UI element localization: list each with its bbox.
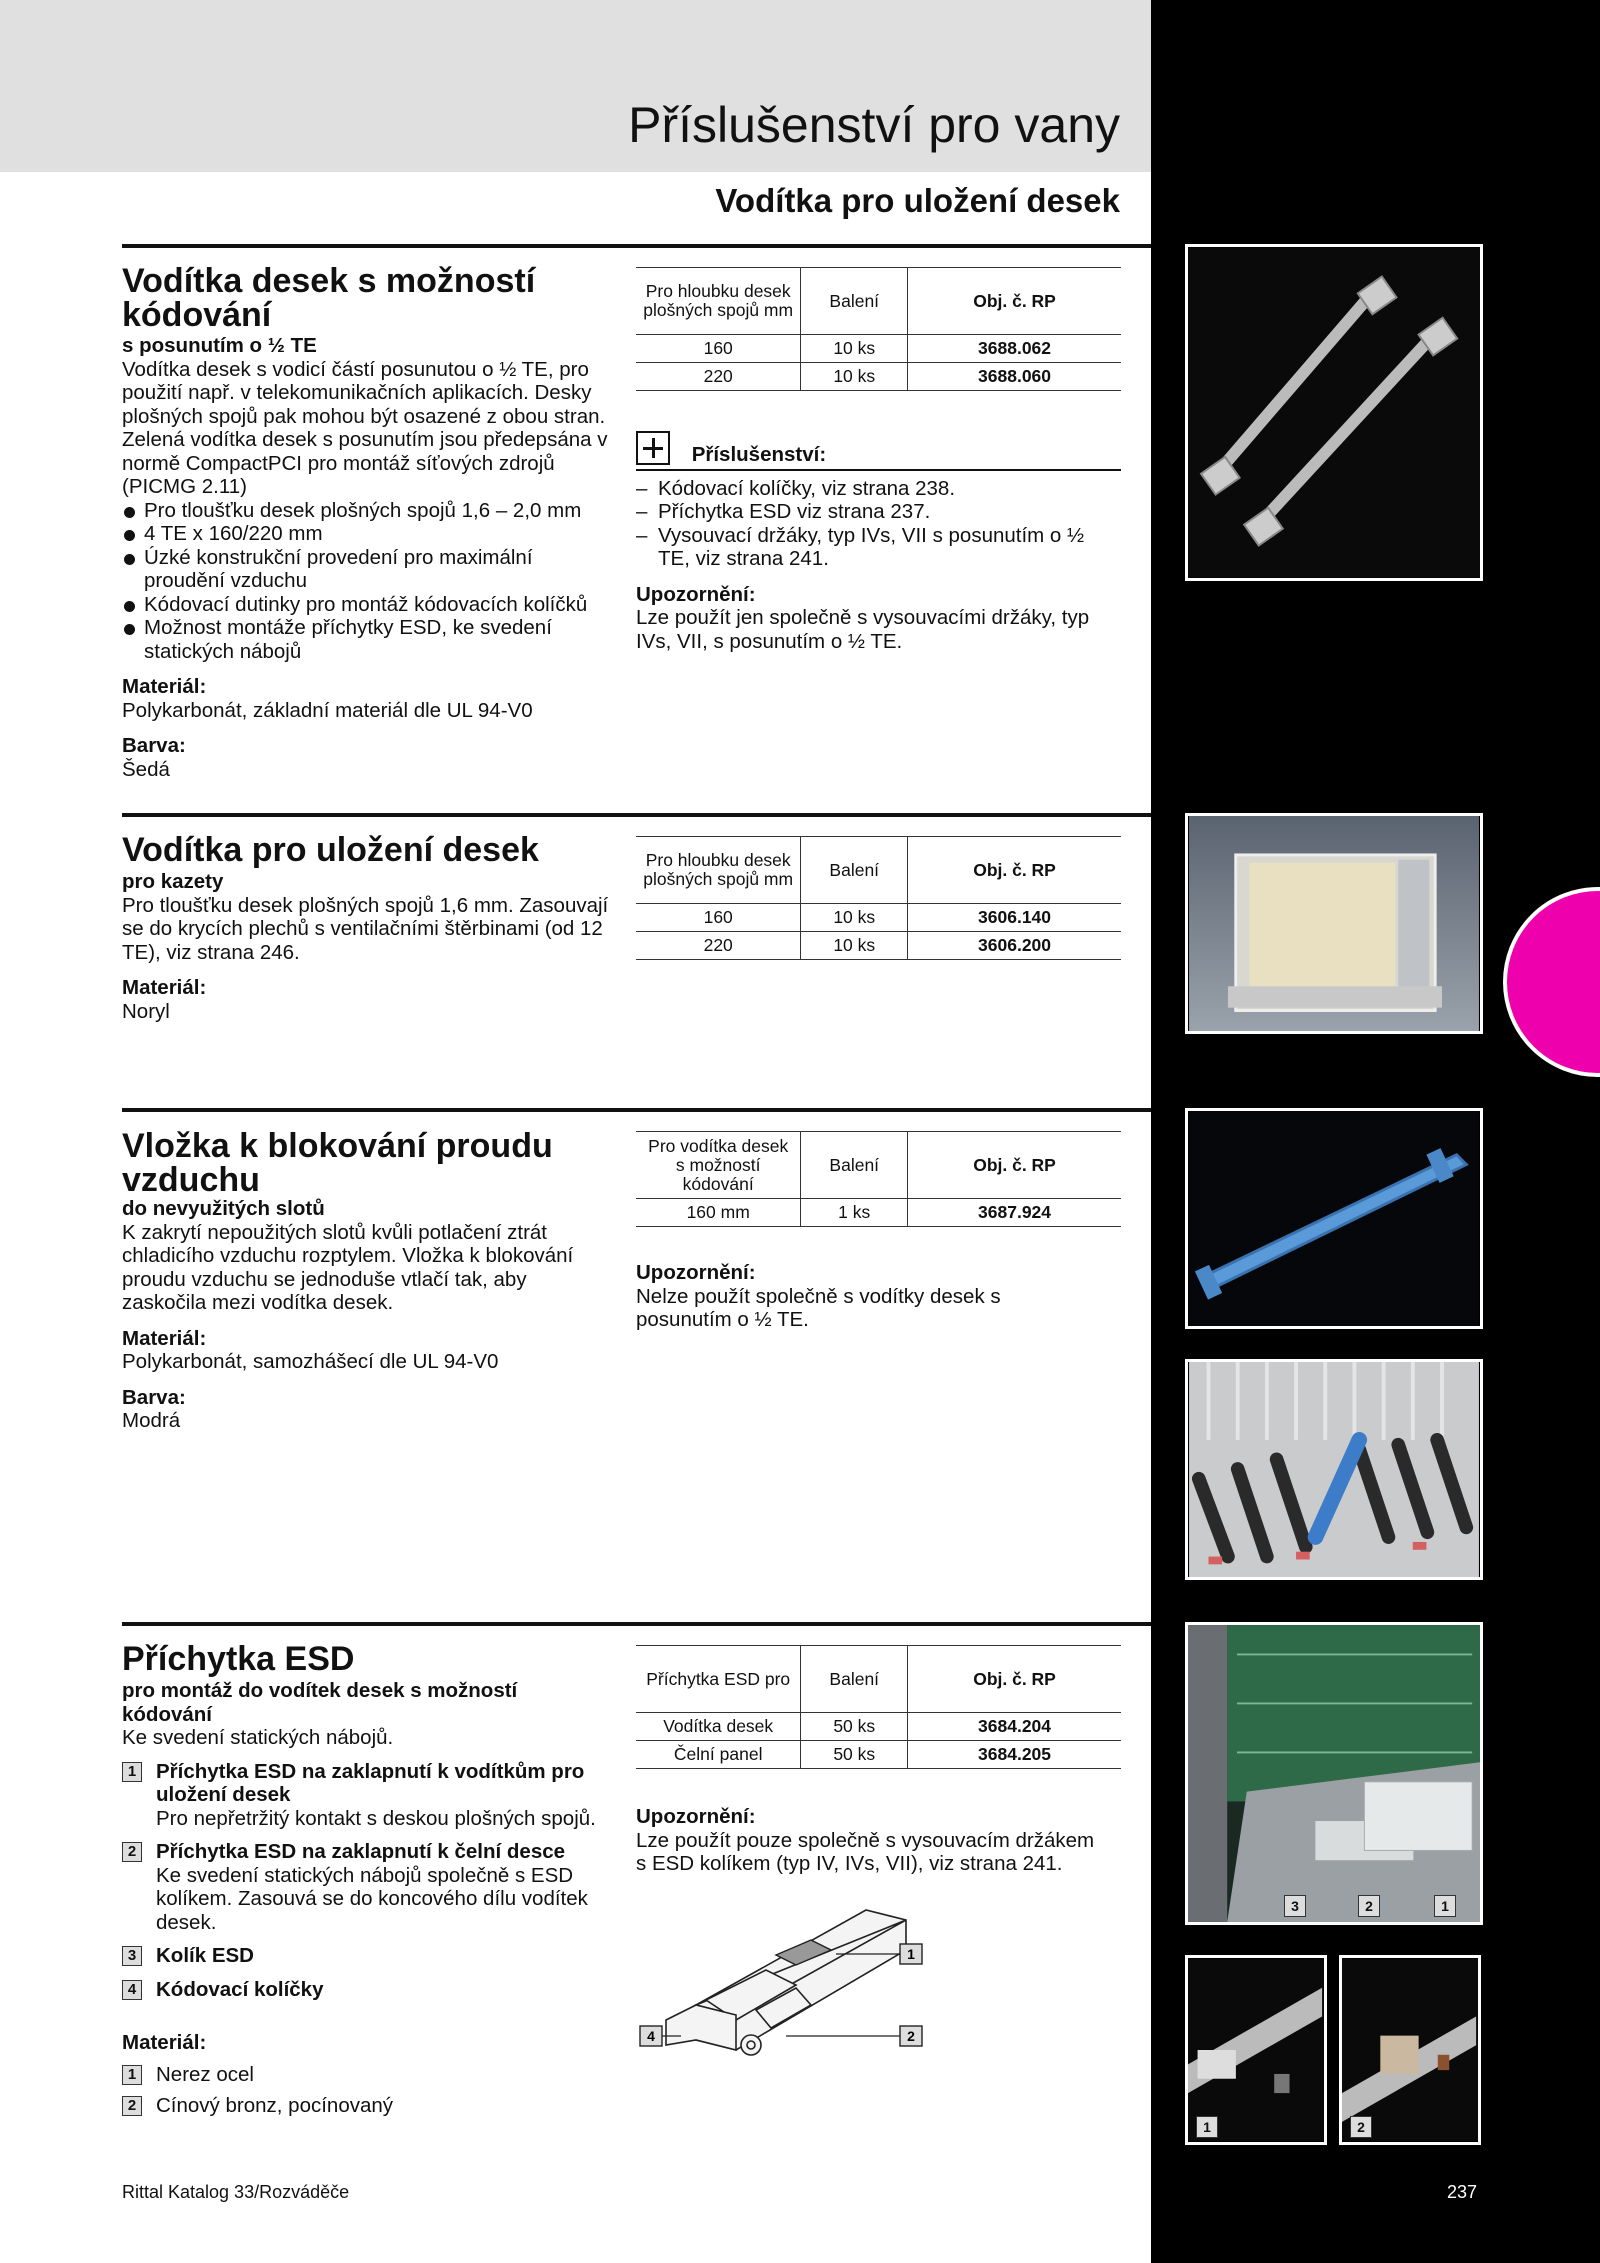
item-title: Kódovací kolíčky: [156, 1977, 324, 2001]
section3-color: Modrá: [122, 1409, 181, 1432]
photo-badge-1: 1: [1196, 2116, 1218, 2138]
item-text: Ke svedení statických nábojů společně s ESD kolíkem. Zasouvá se do koncového dílu vodítek desek.: [156, 1863, 588, 1934]
table-cell: Čelní panel: [636, 1741, 801, 1769]
section1-desc: Vodítka desek s vodicí částí posunutou o ½ TE, pro použití např. v telekomunikačních aplikacích. Desky plošných spojů pak mohou být osazené z obou stran. Zelená vodítka desek s posunutím jsou předepsána v normě CompactPCI pro montáž síťových zdrojů (PICMG 2.11): [122, 357, 608, 498]
section4-sub: pro montáž do vodítek desek s možností kódování: [122, 1679, 518, 1726]
table-cell: 10 ks: [801, 904, 908, 932]
section1-bullets: [122, 499, 612, 664]
section4-desc: Ke svedení statických nábojů.: [122, 1726, 394, 1749]
section4-note-label: Upozornění:: [636, 1805, 756, 1828]
esd-install-photo: [1185, 1622, 1483, 1925]
table-cell: 10 ks: [801, 363, 908, 391]
section1-heading: Vodítka desek s možností kódování: [122, 262, 536, 334]
numbered-item: [122, 1760, 612, 1831]
order-number: 3606.140: [908, 904, 1121, 932]
table-header: Obj. č. RP: [908, 1646, 1121, 1713]
list-item: Úzké konstrukční provedení pro maximální proudění vzduchu: [122, 546, 612, 593]
table-cell: Vodítka desek: [636, 1713, 801, 1741]
section2-sub: pro kazety: [122, 870, 224, 893]
drawing-label-4: 4: [647, 2028, 655, 2044]
order-number: 3684.205: [908, 1741, 1121, 1769]
accessory-item: – Vysouvací držáky, typ IVs, VII s posunutím o ½ TE, viz strana 241.: [636, 524, 1121, 571]
material-item: [122, 2094, 612, 2118]
table-cell: 220: [636, 363, 801, 391]
esd-detail-photo-2: [1339, 1955, 1481, 2145]
item-title: Kolík ESD: [156, 1944, 254, 1967]
section3-material-label: Materiál:: [122, 1326, 207, 1350]
section1-color-label: Barva:: [122, 734, 186, 757]
section1-note: Lze použít jen společně s vysouvacími držáky, typ IVs, VII, s posunutím o ½ TE.: [636, 606, 1090, 653]
order-number: 3688.062: [908, 335, 1121, 363]
number-badge: 3: [122, 1946, 142, 1966]
number-badge: 2: [122, 1842, 142, 1862]
page-title: Příslušenství pro vany: [628, 97, 1120, 153]
section2-right: [636, 836, 1121, 960]
section1-note-label: Upozornění:: [636, 582, 756, 606]
photo-badge-1: 1: [1434, 1895, 1456, 1917]
material-text: Nerez ocel: [156, 2062, 254, 2086]
section2-heading: Vodítka pro uložení desek: [122, 831, 539, 869]
section3-right: [636, 1131, 1121, 1332]
table-cell: 160: [636, 335, 801, 363]
section-divider: [122, 1622, 1151, 1626]
section4-note: Lze použít pouze společně s vysouvacím držákem s ESD kolíkem (typ IV, IVs, VII), viz strana 241.: [636, 1828, 1095, 1875]
section4-text: [122, 1679, 612, 2118]
numbered-item: [122, 1978, 612, 2002]
accessories-header: [636, 431, 1121, 471]
section1-material-label: Materiál:: [122, 675, 207, 698]
item-text: Pro nepřetržitý kontakt s deskou plošných spojů.: [156, 1806, 596, 1830]
board-guide-photo: [1185, 244, 1483, 581]
plus-icon: [636, 431, 670, 465]
list-item: Pro tloušťku desek plošných spojů 1,6 – 2,0 mm: [122, 499, 612, 523]
section3-note-label: Upozornění:: [636, 1261, 756, 1284]
section3-desc: K zakrytí nepoužitých slotů kvůli potlačení ztrát chladicího vzduchu rozptylem. Vložka k blokování proudu vzduchu se jednoduše vtlačí tak, aby zaskočila mezi vodítka desek.: [122, 1220, 574, 1314]
accessories-list: [636, 477, 1121, 571]
esd-detail-photo-1: [1185, 1955, 1327, 2145]
section4-items: [122, 1760, 612, 2002]
table-cell: 10 ks: [801, 335, 908, 363]
table-cell: 220: [636, 932, 801, 960]
table-header: Obj. č. RP: [908, 1132, 1121, 1199]
number-badge: 1: [122, 2065, 142, 2085]
section2-material: Noryl: [122, 999, 170, 1023]
table-header: Balení: [801, 1646, 908, 1713]
section1-color: Šedá: [122, 757, 170, 781]
section1-sub: s posunutím o ½ TE: [122, 334, 317, 357]
section1-text: [122, 334, 612, 781]
drawing-label-2: 2: [907, 2028, 915, 2044]
section-divider: [122, 813, 1151, 817]
accessory-item: – Kódovací kolíčky, viz strana 238.: [636, 477, 1121, 501]
numbered-item: [122, 1944, 612, 1968]
table-cell: 50 ks: [801, 1713, 908, 1741]
airflow-blank-photo: [1185, 1108, 1483, 1329]
section4-heading: Příchytka ESD: [122, 1640, 355, 1678]
table-cell: 1 ks: [801, 1199, 908, 1227]
table-row: [636, 932, 1121, 960]
section4-materials: [122, 2063, 612, 2118]
photo-badge-3: 3: [1284, 1895, 1306, 1917]
table-row: [636, 363, 1121, 391]
section3-heading: Vložka k blokování proudu vzduchu: [122, 1127, 553, 1199]
photo-badge-2: 2: [1350, 2116, 1372, 2138]
section4-table: [636, 1645, 1121, 1769]
table-row: [636, 1713, 1121, 1741]
list-item: 4 TE x 160/220 mm: [122, 522, 612, 546]
list-item: Možnost montáže příchytky ESD, ke svedení statických nábojů: [122, 616, 612, 663]
number-badge: 1: [122, 1762, 142, 1782]
section4-material-label: Materiál:: [122, 2031, 207, 2054]
section2-text: [122, 870, 612, 1023]
esd-clip-drawing: [636, 1900, 936, 2090]
table-header: Balení: [801, 837, 908, 904]
table-header: Pro hloubku desek plošných spojů mm: [636, 268, 801, 335]
order-number: 3606.200: [908, 932, 1121, 960]
table-header: Pro hloubku desek plošných spojů mm: [636, 837, 801, 904]
table-row: [636, 1741, 1121, 1769]
order-number: 3684.204: [908, 1713, 1121, 1741]
section2-desc: Pro tloušťku desek plošných spojů 1,6 mm. Zasouvají se do krycích plechů s ventilačními štěrbinami (od 12 TE), viz strana 246.: [122, 893, 609, 964]
material-item: [122, 2063, 612, 2087]
section2-material-label: Materiál:: [122, 976, 207, 999]
section4-right: [636, 1645, 1121, 1876]
table-row: [636, 335, 1121, 363]
section3-color-label: Barva:: [122, 1385, 186, 1409]
section-divider: [122, 244, 1151, 248]
material-text: Cínový bronz, pocínovaný: [156, 2094, 394, 2117]
order-number: 3688.060: [908, 363, 1121, 391]
number-badge: 4: [122, 1980, 142, 2000]
numbered-item: [122, 1840, 612, 1934]
section3-text: [122, 1197, 612, 1433]
table-row: [636, 904, 1121, 932]
order-number: 3687.924: [908, 1199, 1121, 1227]
table-row: [636, 1199, 1121, 1227]
section1-table: [636, 267, 1121, 391]
list-item: Kódovací dutinky pro montáž kódovacích kolíčků: [122, 593, 612, 617]
table-cell: 50 ks: [801, 1741, 908, 1769]
number-badge: 2: [122, 2096, 142, 2116]
page-number: 237: [1447, 2182, 1478, 2202]
accessories-label: Příslušenství:: [691, 443, 827, 467]
item-title: Příchytka ESD na zaklapnutí k vodítkům pro uložení desek: [156, 1759, 585, 1806]
section1-right: [636, 267, 1121, 653]
cassette-photo: [1185, 813, 1483, 1034]
section-divider: [122, 1108, 1151, 1112]
section1-material: Polykarbonát, základní materiál dle UL 94-V0: [122, 698, 533, 722]
section3-sub: do nevyužitých slotů: [122, 1197, 325, 1220]
table-header: Balení: [801, 268, 908, 335]
table-cell: 160 mm: [636, 1199, 801, 1227]
table-header: Pro vodítka desek s možností kódování: [636, 1132, 801, 1199]
section3-table: [636, 1131, 1121, 1227]
table-header: Obj. č. RP: [908, 837, 1121, 904]
table-header: Balení: [801, 1132, 908, 1199]
drawing-label-1: 1: [907, 1946, 915, 1962]
table-header: Příchytka ESD pro: [636, 1646, 801, 1713]
section3-material: Polykarbonát, samozhášecí dle UL 94-V0: [122, 1350, 499, 1373]
table-header: Obj. č. RP: [908, 268, 1121, 335]
item-title: Příchytka ESD na zaklapnutí k čelní desce: [156, 1840, 566, 1863]
accessory-item: – Příchytka ESD viz strana 237.: [636, 500, 1121, 524]
installed-blank-photo: [1185, 1359, 1483, 1580]
table-cell: 10 ks: [801, 932, 908, 960]
table-cell: 160: [636, 904, 801, 932]
photo-badge-2: 2: [1358, 1895, 1380, 1917]
page-subtitle: Vodítka pro uložení desek: [715, 182, 1120, 219]
section3-note: Nelze použít společně s vodítky desek s posunutím o ½ TE.: [636, 1284, 1001, 1331]
footer-catalog: Rittal Katalog 33/Rozváděče: [122, 2182, 350, 2202]
section2-table: [636, 836, 1121, 960]
